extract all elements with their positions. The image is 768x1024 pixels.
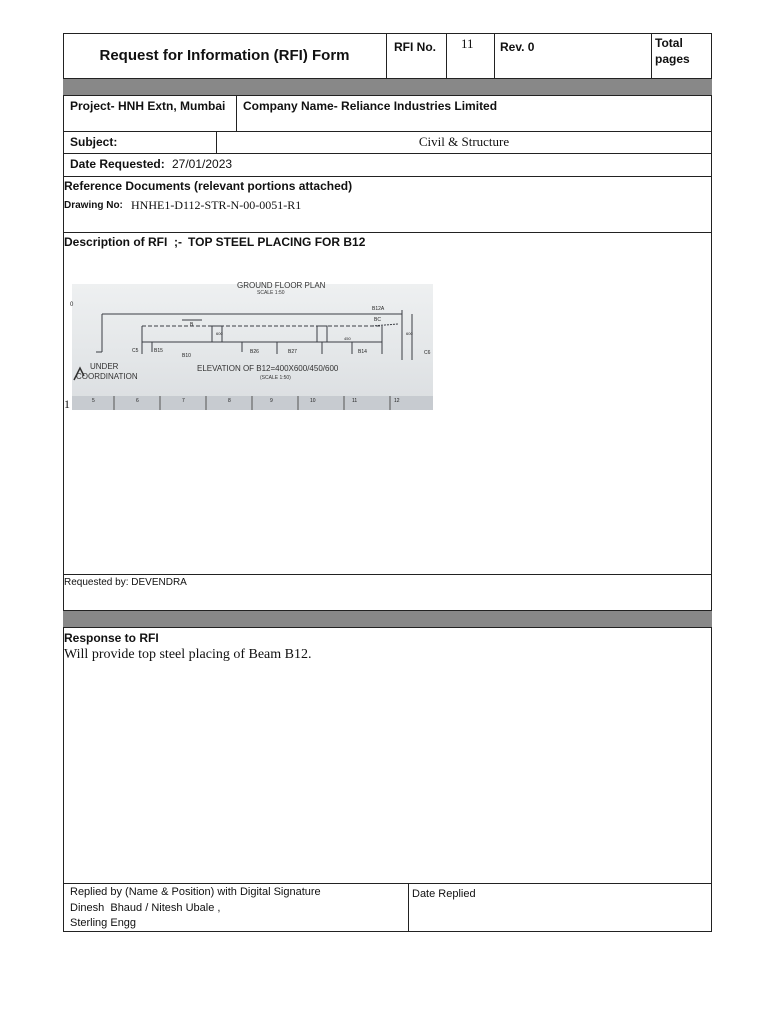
description-text: TOP STEEL PLACING FOR B12 — [188, 235, 366, 249]
ruler-number: 5 — [92, 398, 95, 404]
date-replied-cell — [409, 884, 712, 932]
ruler-number: 8 — [228, 398, 231, 404]
response-text: Will provide top steel placing of Beam B12. — [64, 647, 312, 662]
ruler-number: 12 — [394, 398, 400, 404]
rfi-no-value: 11 — [461, 36, 474, 51]
tag-c6: C6 — [424, 350, 431, 356]
rfi-no-label: RFI No. — [394, 40, 436, 54]
tag-bc: BC — [374, 317, 381, 323]
tag-dim-600-right: 600 — [406, 331, 413, 336]
ruler-number: 7 — [182, 398, 185, 404]
replied-by-label: Replied by (Name & Position) with Digital Signature — [70, 886, 321, 898]
requested-by-cell — [63, 575, 712, 610]
tag-c5: C5 — [132, 348, 139, 354]
drawing-header: GROUND FLOOR PLAN — [237, 281, 326, 290]
form-title-cell — [63, 33, 386, 78]
project-cell — [63, 96, 236, 131]
drawing-elevation-title: ELEVATION OF B12=400X600/450/600 — [197, 364, 339, 373]
replied-by-names: Dinesh Bhaud / Nitesh Ubale , — [70, 902, 221, 914]
company-cell — [236, 96, 712, 131]
rfi-no-label-cell — [386, 33, 446, 78]
requested-by: Requested by: DEVENDRA — [64, 577, 187, 588]
tag-dim-600-left: 600 — [216, 331, 223, 336]
subject-value-cell — [216, 132, 712, 153]
tag-b15: B15 — [154, 348, 163, 354]
subject-label: Subject: — [70, 135, 118, 149]
subject-label-cell — [63, 132, 216, 153]
tag-b26: B26 — [250, 349, 259, 355]
tag-b: B — [190, 322, 194, 328]
reference-cell — [63, 177, 712, 232]
section-divider — [63, 79, 712, 95]
beam-elevation-drawing — [70, 281, 433, 410]
replied-by-company: Sterling Engg — [70, 917, 137, 929]
drawing-no-value: HNHE1-D112-STR-N-00-0051-R1 — [131, 198, 302, 212]
date-replied-label: Date Replied — [412, 888, 476, 900]
response-heading: Response to RFI — [64, 631, 159, 645]
reference-heading: Reference Documents (relevant portions attached) — [64, 179, 353, 193]
rev-cell — [494, 33, 651, 78]
response-cell — [63, 628, 712, 883]
form-title: Request for Information (RFI) Form — [99, 47, 350, 64]
beam-elevation-svg — [72, 284, 433, 410]
date-requested-value: 27/01/2023 — [172, 157, 233, 171]
drawing-header-scale: SCALE 1:50 — [257, 290, 285, 296]
date-requested-cell — [63, 154, 712, 176]
rfi-no-value-cell — [446, 33, 494, 78]
ruler-number: 10 — [310, 398, 316, 404]
tag-b14: B14 — [358, 349, 367, 355]
section-divider — [63, 611, 712, 627]
drawing-elevation-scale: (SCALE 1:50) — [260, 375, 291, 381]
project-text: Project- HNH Extn, Mumbai — [70, 99, 226, 113]
tag-b10: B10 — [182, 353, 191, 359]
replied-by-cell — [63, 884, 408, 932]
description-label: Description of RFI — [64, 235, 168, 249]
ruler-number: 9 — [270, 398, 273, 404]
tag-dim-450: 450 — [344, 336, 351, 341]
drawing-note-coordination: COORDINATION — [76, 372, 138, 381]
description-separator: ;- — [174, 235, 182, 249]
subject-value: Civil & Structure — [418, 134, 510, 149]
total-pages-label: Total pages — [655, 36, 690, 66]
total-pages-cell — [651, 33, 712, 78]
tag-b27: B27 — [288, 349, 297, 355]
company-text: Company Name- Reliance Industries Limited — [243, 99, 498, 113]
ruler-number: 11 — [352, 398, 358, 404]
ruler-number: 6 — [136, 398, 139, 404]
drawing-no-label: Drawing No: — [64, 200, 123, 211]
tag-b12a: B12A — [372, 306, 385, 312]
drawing-note-under: UNDER — [90, 362, 119, 371]
tag-zero: 0 — [70, 302, 74, 308]
rev-label: Rev. 0 — [500, 40, 535, 54]
date-requested-label: Date Requested: — [70, 157, 165, 171]
description-side-number: 1 — [64, 397, 70, 411]
